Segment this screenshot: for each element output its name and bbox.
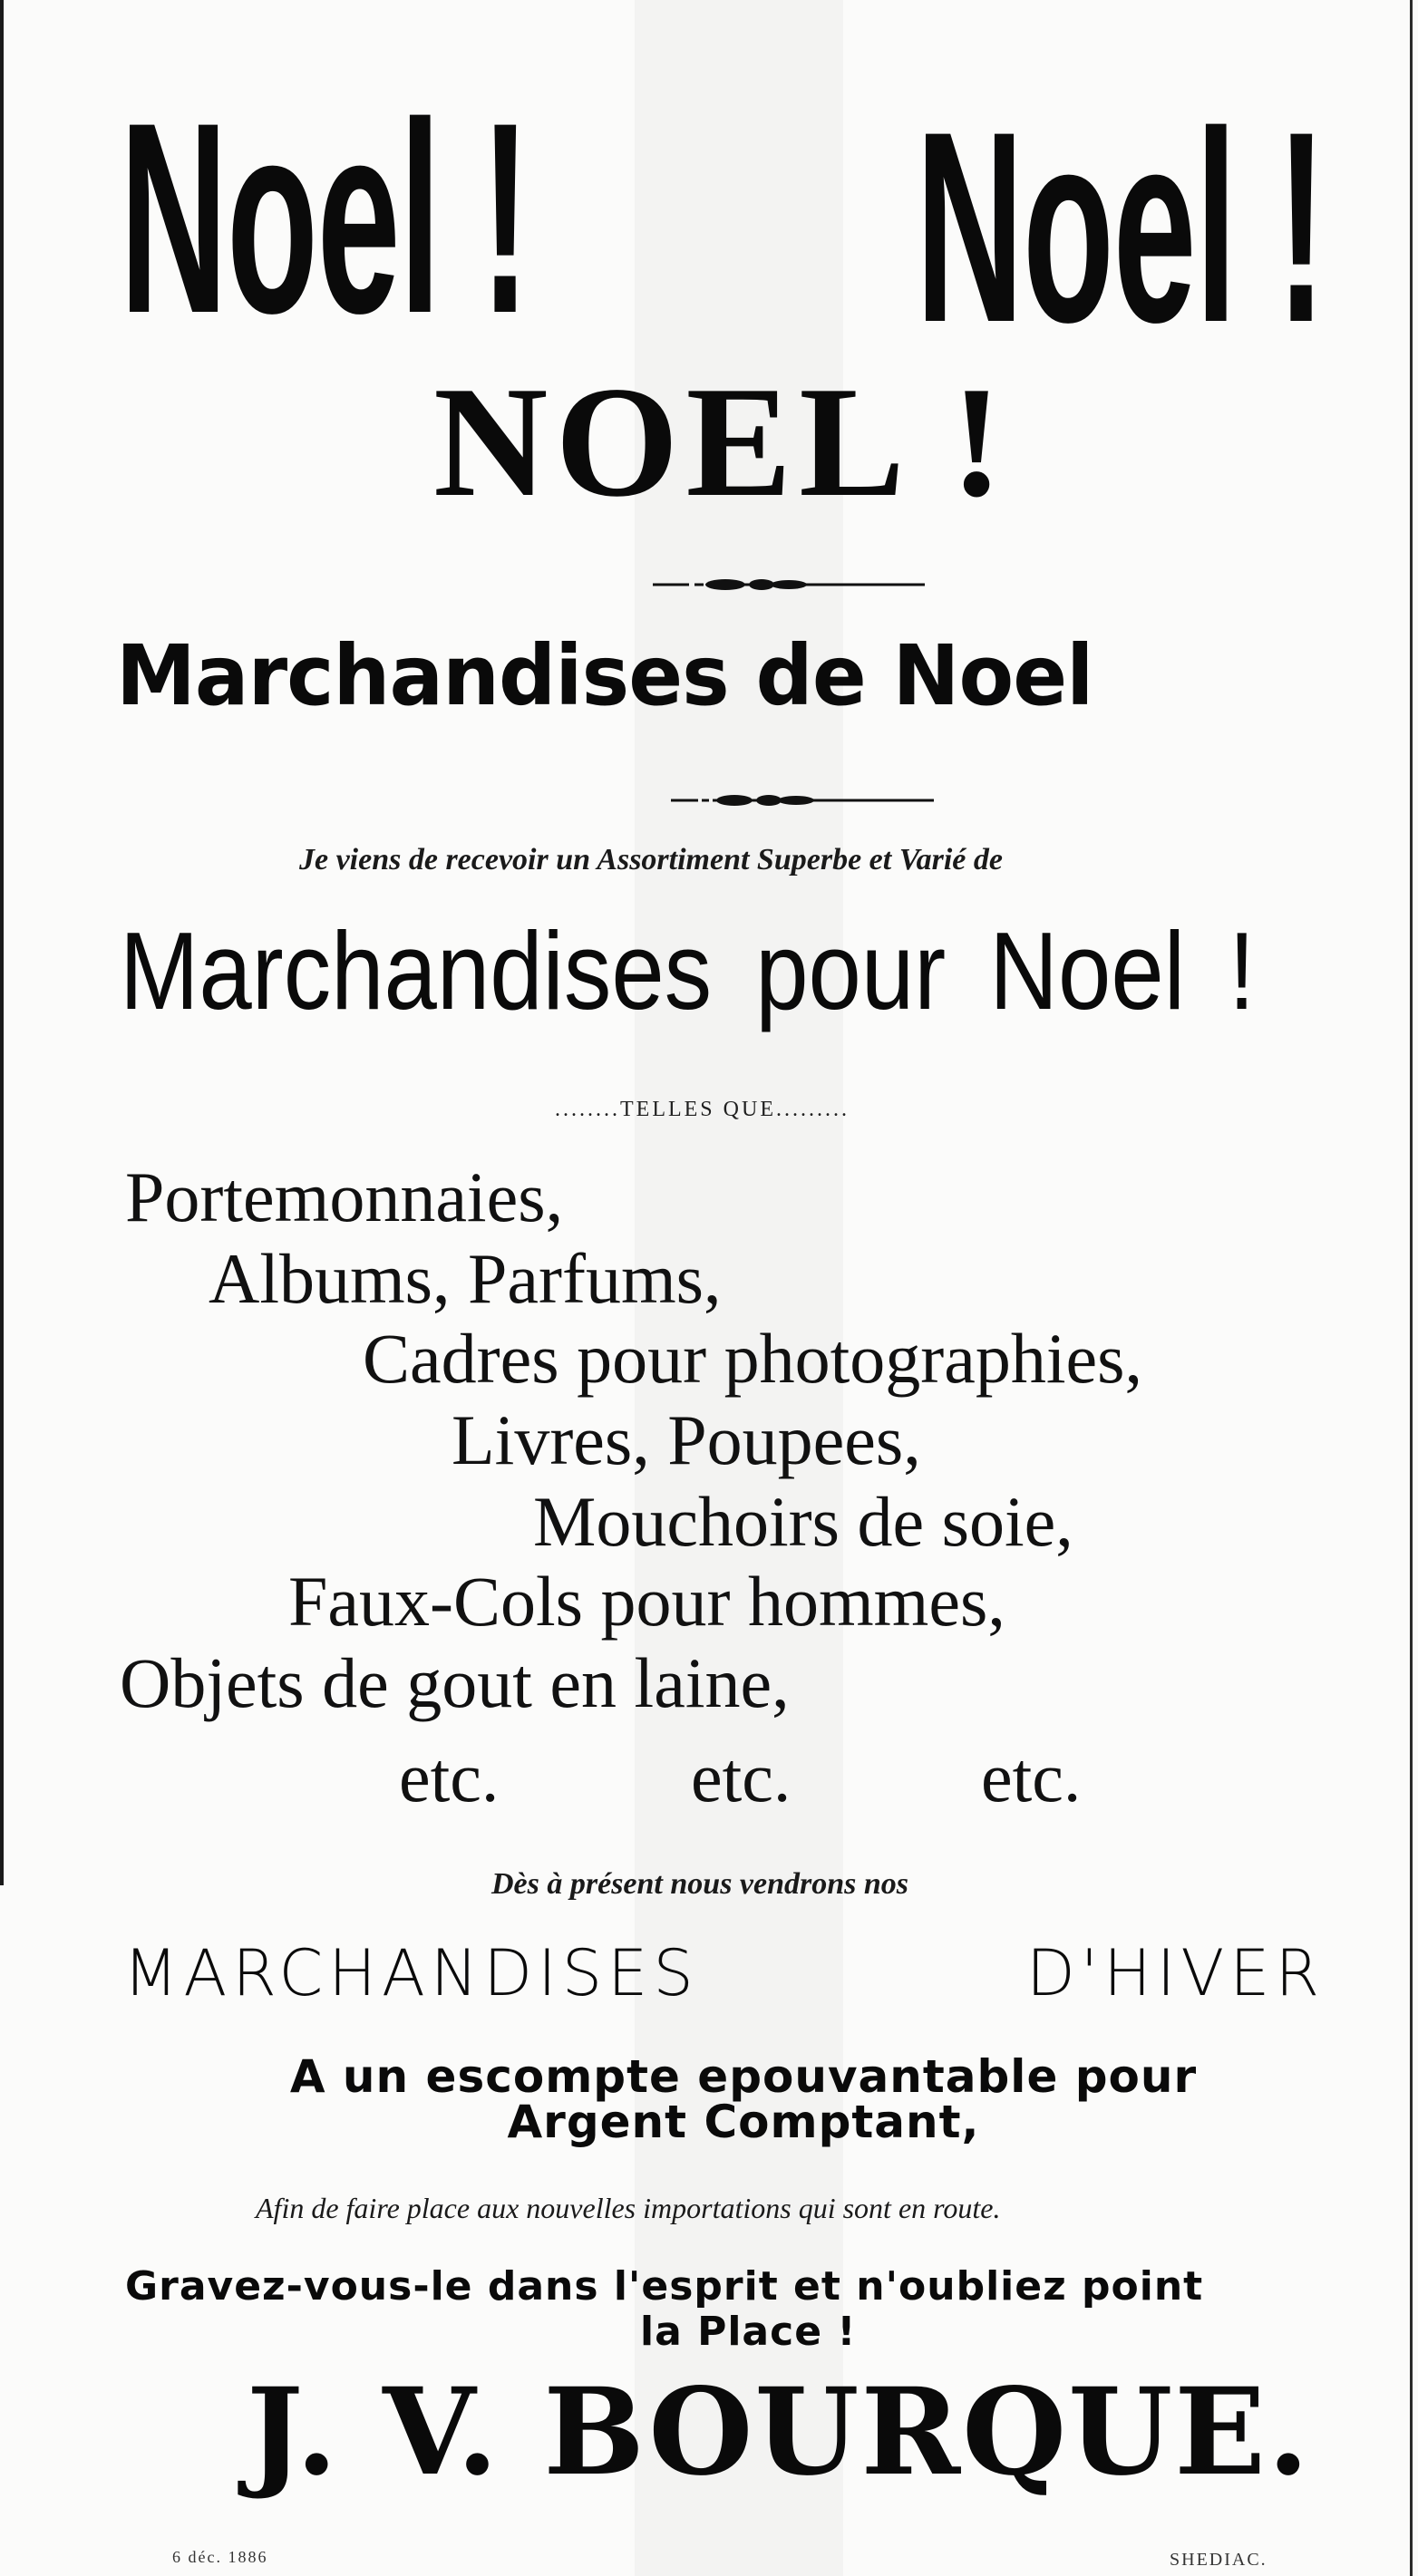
scan-edge-left [0, 0, 4, 1885]
escompte-line1: A un escompte epouvantable pour [289, 2050, 1198, 2103]
title-marchandises-de-noel: Marchandises de Noel [116, 627, 1093, 724]
ornament-divider-top [653, 571, 925, 598]
gravez-line1: Gravez-vous-le dans l'esprit et n'oubliez point [125, 2263, 1204, 2310]
footer-location: SHEDIAC. [1170, 2550, 1267, 2570]
telles-que-line: ........TELLES QUE......... [555, 1098, 850, 1121]
item-cadres: Cadres pour photographies, [363, 1319, 1142, 1398]
merchant-name: J. V. BOURQUE. [247, 2362, 1311, 2503]
escompte-line2: Argent Comptant, [507, 2096, 980, 2148]
ornament-divider-bottom [671, 787, 934, 814]
headline-noel-caps: NOEL ! [433, 353, 1011, 529]
etc-1: etc. [399, 1738, 500, 1816]
headline-noel-right: Noel ! [916, 74, 1326, 379]
item-portemonnaies: Portemonnaies, [125, 1157, 564, 1236]
item-faux-cols: Faux-Cols pour hommes, [288, 1562, 1005, 1641]
etc-2: etc. [691, 1738, 792, 1816]
hiver-left: MARCHANDISES [123, 1936, 699, 2010]
etc-3: etc. [981, 1738, 1082, 1816]
hiver-right: D'HIVER [1026, 1936, 1326, 2010]
item-objets: Objets de gout en laine, [120, 1643, 790, 1722]
afin-line: Afin de faire place aux nouvelles importations qui sont en route. [256, 2192, 1001, 2224]
intro-line: Je viens de recevoir un Assortiment Superbe et Varié de [299, 843, 1003, 876]
des-present-line: Dès à présent nous vendrons nos [491, 1867, 909, 1901]
item-mouchoirs: Mouchoirs de soie, [533, 1482, 1073, 1561]
footer-date: 6 déc. 1886 [172, 2548, 268, 2566]
subtitle-marchandises-pour-noel: Marchandises pour Noel ! [120, 909, 1256, 1032]
headline-noel-left: Noel ! [120, 65, 529, 370]
item-albums-parfums: Albums, Parfums, [209, 1239, 722, 1318]
gravez-line2: la Place ! [640, 2309, 857, 2355]
escompte-block [181, 2050, 1306, 2148]
item-livres-poupees: Livres, Poupees, [452, 1400, 921, 1479]
scan-edge-right [1410, 0, 1413, 2576]
